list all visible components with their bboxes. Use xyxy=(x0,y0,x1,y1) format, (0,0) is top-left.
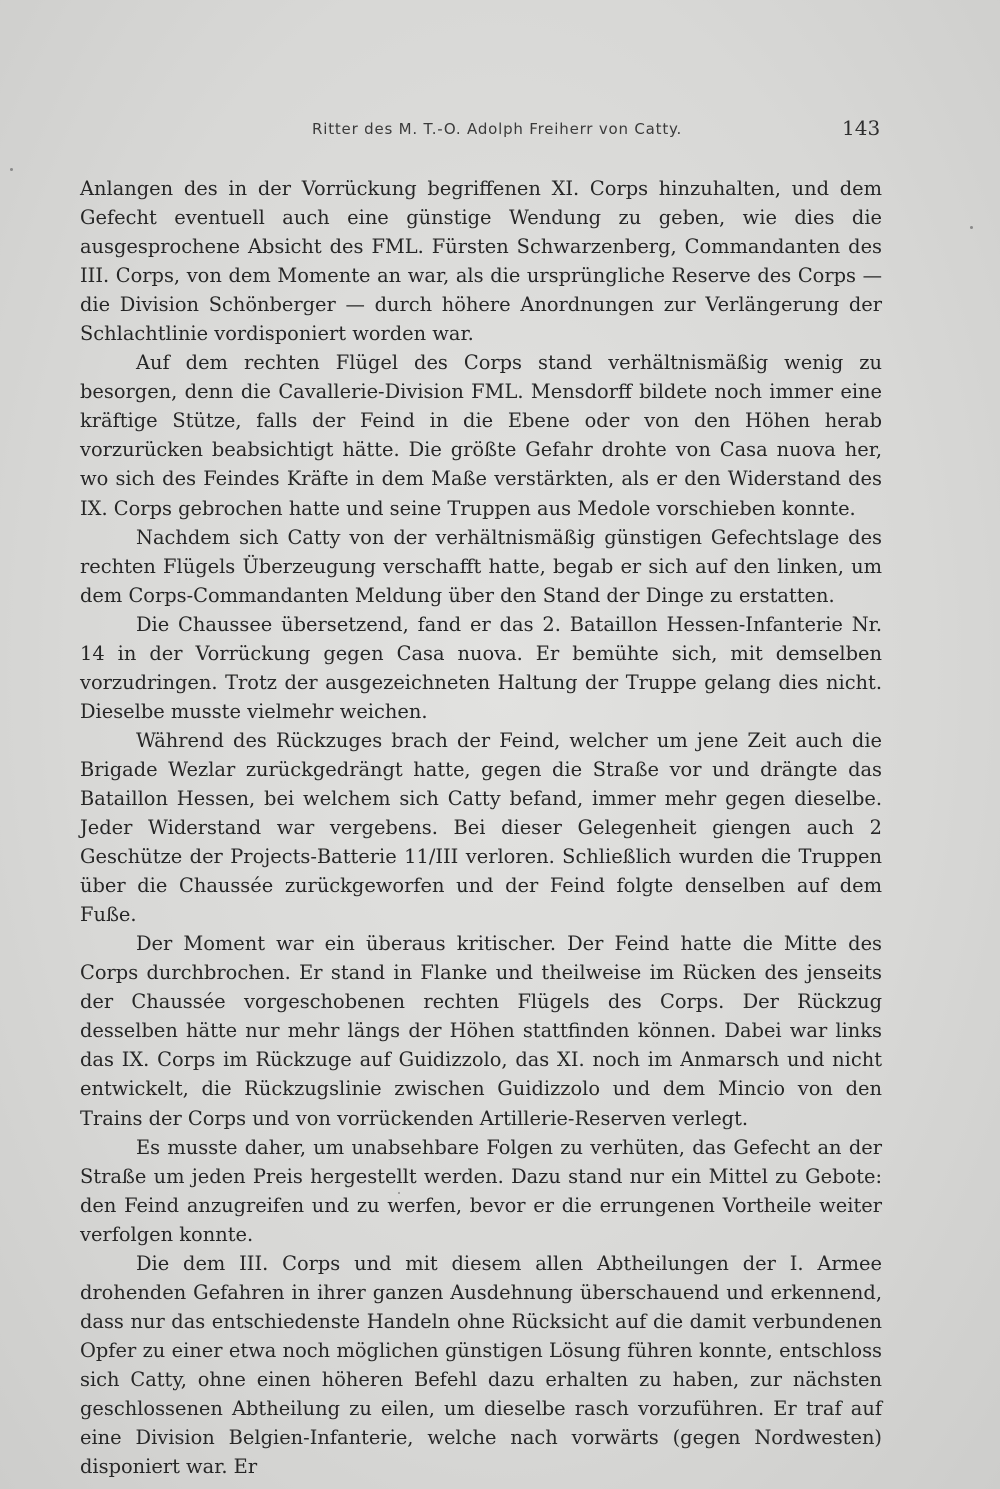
paper-speck xyxy=(970,226,973,229)
running-title: Ritter des M. T.-O. Adolph Freiherr von Catty. xyxy=(312,120,683,138)
paragraph: Der Moment war ein überaus kritischer. Der Feind hatte die Mitte des Corps durchbrochen. Er stand in Flanke und theilweise im Rücken des jenseits der Chaussée vorgeschobenen rechten Flügels des Corps. Der Rückzug desselben hätte nur mehr längs der Höhen stattfinden können. Dabei war links das IX. Corps im Rückzuge auf Guidizzolo, das XI. noch im Anmarsch und nicht entwickelt, die Rückzugslinie zwischen Guidizzolo und dem Mincio von den Trains der Corps und von vorrückenden Artillerie-Reserven verlegt. xyxy=(80,932,882,1130)
paragraph: Die dem III. Corps und mit diesem allen Abtheilungen der I. Armee drohenden Gefahren in ihrer ganzen Ausdehnung überschauend und erkennend, dass nur das entschiedenste Handeln ohne Rücksicht auf die damit verbundenen Opfer zu einer etwa noch möglichen günstigen Lösung führen konnte, entschloss sich Catty, ohne einen höheren Befehl dazu erhalten zu haben, zur nächsten geschlossenen Abtheilung zu eilen, um dieselbe rasch vorzuführen. Er traf auf eine Division Belgien-Infanterie, welche nach vorwärts (gegen Nordwesten) disponiert war. Er xyxy=(80,1251,882,1479)
paragraph: Während des Rückzuges brach der Feind, welcher um jene Zeit auch die Brigade Wezlar zurückgedrängt hatte, gegen die Straße vor und drängte das Bataillon Hessen, bei welchem sich Catty befand, immer mehr gegen dieselbe. Jeder Widerstand war vergebens. Bei dieser Gelegenheit giengen auch 2 Geschütze der Projects-Batterie 11/III verloren. Schließlich wurden die Truppen über die Chaussée zurückgeworfen und der Feind folgte denselben auf dem Fuße. xyxy=(80,728,882,927)
paragraph: Nachdem sich Catty von der verhältnismäßig günstigen Gefechtslage des rechten Flügels Überzeugung verschafft hatte, begab er sich auf den linken, um dem Corps-Commandanten Meldung über den Stand der Dinge zu erstatten. xyxy=(80,525,882,607)
paragraph: Auf dem rechten Flügel des Corps stand verhältnismäßig wenig zu besorgen, denn die Cavallerie-Division FML. Mensdorff bildete noch immer eine kräftige Stütze, falls der Feind in die Ebene oder von den Höhen herab vorzurücken beabsichtigt hätte. Die größte Gefahr drohte von Casa nuova her, wo sich des Feindes Kräfte in dem Maße verstärkten, als er den Widerstand des IX. Corps gebrochen hatte und seine Truppen aus Medole vorschieben konnte. xyxy=(80,351,882,520)
paper-speck xyxy=(398,1192,400,1194)
page-number: 143 xyxy=(842,116,881,140)
paragraph: Die Chaussee übersetzend, fand er das 2. Bataillon Hessen-Infanterie Nr. 14 in der Vorrückung gegen Casa nuova. Er bemühte sich, mit demselben vorzudringen. Trotz der ausgezeichneten Haltung der Truppe gelang dies nicht. Dieselbe musste vielmehr weichen. xyxy=(80,612,882,723)
paper-speck xyxy=(10,168,13,171)
paragraph: Es musste daher, um unabsehbare Folgen zu verhüten, das Gefecht an der Straße um jeden Preis hergestellt werden. Dazu stand nur ein Mittel zu Gebote: den Feind anzugreifen und zu werfen, bevor er die errungenen Vortheile weiter verfolgen konnte. xyxy=(80,1135,882,1246)
body-text xyxy=(80,174,882,1481)
running-header xyxy=(0,118,1000,142)
paragraph: Anlangen des in der Vorrückung begriffenen XI. Corps hinzuhalten, und dem Gefecht eventuell auch eine günstige Wendung zu geben, wie dies die ausgesprochene Absicht des FML. Fürsten Schwarzenberg, Commandanten des III. Corps, von dem Momente an war, als die ursprüngliche Reserve des Corps — die Division Schönberger — durch höhere Anordnungen zur Verlängerung der Schlachtlinie vordisponiert worden war. xyxy=(80,177,882,346)
